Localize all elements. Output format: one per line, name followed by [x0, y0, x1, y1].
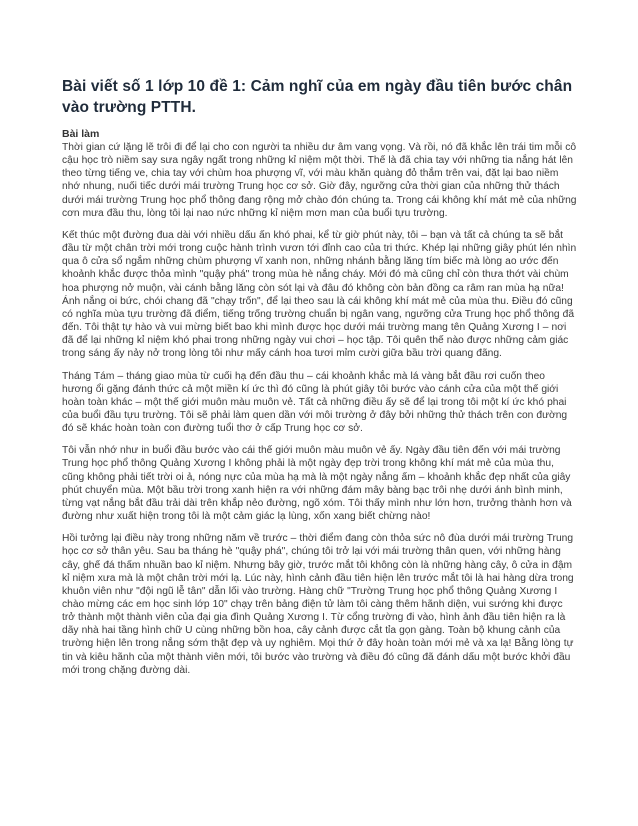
paragraph-4: Tôi vẫn nhớ như in buổi đầu bước vào cái thế giới muôn màu muôn vẻ ấy. Ngày đầu tiên đến với mái trường Trung học phổ thông Quảng Xương I không phải là một ngày đẹp trời trong không khí mát mẻ của mùa thu, cũng không phải tiết trời oi ả, nóng nực của mùa hạ mà là một ngày nắng ấm – khoảnh khắc đẹp nhất của giây phút chuyển mùa. Một bầu trời trong xanh hiện ra với những đám mây bàng bạc trôi nhẹ dưới ánh bình minh, từng vạt nắng bắt đầu trải dài trên khắp nẻo đường, ngõ xóm. Tôi thấy mình như lớn hơn, trưởng thành hơn và đường như xuất hiện trong tôi là một cảm giác lạ lùng, xốn xang biết chừng nào! [62, 445, 572, 523]
paragraph-1: Thời gian cứ lặng lẽ trôi đi để lại cho con người ta nhiều dư âm vang vọng. Và rồi, nó đã khắc lên trái tim mỗi cô cậu học trò niềm say sưa ngây ngất trong những kỉ niệm một thời. Thế là đã chia tay với những tia nắng hát lên theo từng tiếng ve, chia tay với chùm hoa phượng vĩ, với màu khăn quàng đỏ thắm trên vai, đặt lại bao niềm nhớ nhung, nuối tiếc dưới mái trường Trung học cơ sở. Giờ đây, ngưỡng cửa thời gian của những thử thách dưới mái trường Trung học phổ thông đang rộng mở chào đón chúng ta. Trong cái không khí mát mẻ của những cơn mưa đầu thu, lòng tôi lại nao nức những kỉ niệm mơn man của buổi tựu trường. [62, 142, 577, 219]
paragraph-2: Kết thúc một đường đua dài với nhiều dấu ấn khó phai, kể từ giờ phút này, tôi – bạn và tất cả chúng ta sẽ bắt đầu từ một chân trời mới trong cuộc hành trình vươn tới đỉnh cao của tri thức. Khép lại những giây phút lén nhìn qua ô cửa sổ ngắm những chùm phượng vĩ xanh non, những nhánh bằng lăng tím biếc mà lòng ao ước đến khoảnh khắc được thỏa mình "quậy phá" trong mùa hè nắng cháy. Mới đó mà cũng chỉ còn thưa thớt vài chùm hoa phượng nở muộn, vài cánh bằng lăng còn sót lại và đâu đó không còn bản đồng ca râm ran mùa hạ nữa! Ánh nắng oi bức, chói chang đã "chạy trốn", để lại theo sau là cái không khí mát mẻ của mùa thu. Điều đó cũng có nghĩa mùa tựu trường đã điểm, tiếng trống trường chuẩn bị ngân vang, ngưỡng cửa Trung học phổ thông đã đến. Tôi thật tự hào và vui mừng biết bao khi mình được học dưới mái trường mang tên Quảng Xương I – nơi đã để lại những kỉ niệm khó phai trong những ngày vui chơi – học tập. Tôi quên thế nào được những cảm giác trong sáng ấy nảy nở trong lòng tôi như mấy cánh hoa tươi mỉm cười giữa bầu trời quang đãng. [62, 229, 577, 360]
document-page [62, 76, 577, 686]
paragraph-3: Tháng Tám – tháng giao mùa từ cuối hạ đến đầu thu – cái khoảnh khắc mà lá vàng bắt đầu rơi cuốn theo hương ổi gặng đánh thức cả một miền kí ức thì đó cũng là phút giây tôi bước vào cánh cửa của một thế giới hoàn toàn khác – một thế giới muôn màu muôn vẻ. Tất cả những điều ấy sẽ để lại trong tôi một kí ức khó phai của buổi đầu tựu trường. Tôi sẽ phải làm quen dần với môi trường ở đây bởi những thử thách trên con đường đó sẽ khác hoàn toàn con đường tuổi thơ ở cấp Trung học cơ sở. [62, 370, 568, 435]
paragraph-5: Hồi tưởng lại điều này trong những năm về trước – thời điểm đang còn thỏa sức nô đùa dưới mái trường Trung học cơ sở thân yêu. Sau ba tháng hè "quậy phá", chúng tôi trở lại với mái trường thân quen, với những hàng cây, ghế đá thấm nhuần bao kỉ niệm. Nhưng bây giờ, trước mắt tôi không còn là những hàng cây, ô cửa in đậm kỉ niệm xưa mà là một chân trời mới lạ. Lúc này, hình cảnh đầu tiên hiện lên trước mắt tôi là hai hàng dừa trong khuôn viên như "đội ngũ lễ tân" dẫn lối vào trường. Hàng chữ "Trường Trung học phổ thông Quảng Xương I chào mừng các em học sinh lớp 10" chạy trên bảng điện tử làm tôi càng thêm hãnh diện, vui sướng khi được trở thành một thành viên của đại gia đình Quảng Xương I. Từ cổng trường đi vào, hình ảnh đầu tiên hiện ra là dãy nhà hai tầng hình chữ U cùng những bồn hoa, cây cảnh được cắt tỉa gọn gàng. Toàn bộ khung cảnh của trường hiện lên trong nắng sớm thật đẹp và uy nghiêm. Mọi thứ ở đây hoàn toàn mới mẻ và xa lạ! Bằng lòng tự tin và kiêu hãnh của một thành viên mới, tôi bước vào trường và điều đó cũng đã đánh dấu một bước khởi đầu mới trong chặng đường dài. [62, 533, 574, 676]
document-title: Bài viết số 1 lớp 10 đề 1: Cảm nghĩ của em ngày đầu tiên bước chân vào trường PTTH. [62, 78, 573, 116]
section-label: Bài làm [62, 128, 100, 140]
